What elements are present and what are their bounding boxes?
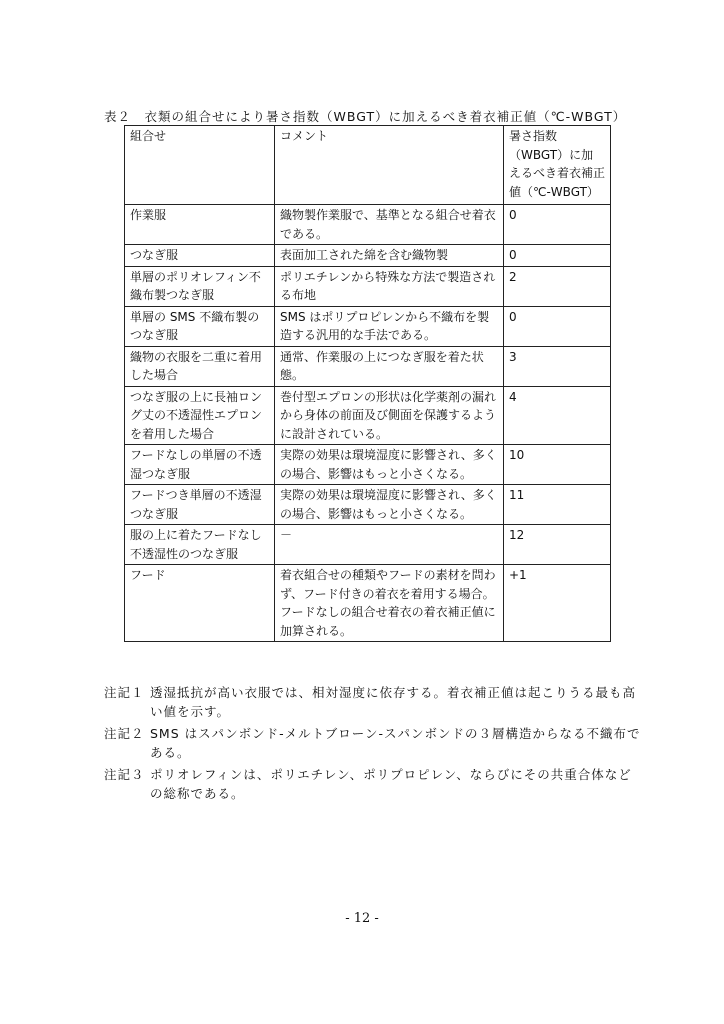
note-text: ポリオレフィンは、ポリエチレン、ポリプロピレン、ならびにその共重合体などの総称である。 — [150, 767, 632, 801]
cell-combination: つなぎ服の上に長袖ロング丈の不透湿性エプロンを着用した場合 — [125, 386, 275, 445]
table-header-row — [125, 126, 611, 205]
cell-combination: 単層の SMS 不織布製のつなぎ服 — [125, 306, 275, 346]
cell-value: 0 — [504, 306, 611, 346]
cell-combination: フードなしの単層の不透湿つなぎ服 — [125, 445, 275, 485]
cell-comment: 実際の効果は環境湿度に影響され、多くの場合、影響はもっと小さくなる。 — [275, 445, 504, 485]
note-text: SMS はスパンボンド-メルトブローン-スパンボンドの３層構造からなる不織布である。 — [150, 726, 641, 760]
cell-comment: 実際の効果は環境湿度に影響され、多くの場合、影響はもっと小さくなる。 — [275, 485, 504, 525]
note-label: 注記３ — [104, 767, 145, 782]
clothing-adjustment-table — [124, 125, 611, 642]
header-combination: 組合せ — [125, 126, 275, 205]
table-row — [125, 525, 611, 565]
table-row — [125, 245, 611, 267]
cell-comment: 着衣組合せの種類やフードの素材を問わず、フード付きの着衣を着用する場合。フードなしの組合せ着衣の着衣補正値に加算される。 — [275, 565, 504, 642]
cell-comment: 巻付型エプロンの形状は化学薬剤の漏れから身体の前面及び側面を保護するように設計されている。 — [275, 386, 504, 445]
table-caption: 表２ 衣類の組合せにより暑さ指数（WBGT）に加えるべき着衣補正値（℃-WBGT） — [104, 109, 627, 124]
header-comment: コメント — [275, 126, 504, 205]
table-row — [125, 386, 611, 445]
header-adjustment-value: 暑さ指数（WBGT）に加えるべき着衣補正値（℃-WBGT） — [504, 126, 611, 205]
cell-comment: SMS はポリプロピレンから不織布を製造する汎用的な手法である。 — [275, 306, 504, 346]
cell-comment: 織物製作業服で、基準となる組合せ着衣である。 — [275, 205, 504, 245]
cell-value: 4 — [504, 386, 611, 445]
table-row — [125, 266, 611, 306]
cell-value: 11 — [504, 485, 611, 525]
cell-value: 3 — [504, 346, 611, 386]
cell-combination: つなぎ服 — [125, 245, 275, 267]
cell-comment: 通常、作業服の上につなぎ服を着た状態。 — [275, 346, 504, 386]
cell-comment: 表面加工された綿を含む織物製 — [275, 245, 504, 267]
note-label: 注記２ — [104, 726, 145, 741]
note-item — [104, 724, 644, 762]
cell-value: 2 — [504, 266, 611, 306]
cell-value: +1 — [504, 565, 611, 642]
table-row — [125, 565, 611, 642]
page-number: - 12 - — [345, 911, 379, 926]
cell-combination: 服の上に着たフードなし不透湿性のつなぎ服 — [125, 525, 275, 565]
cell-comment: － — [275, 525, 504, 565]
cell-value: 10 — [504, 445, 611, 485]
cell-combination: フードつき単層の不透湿つなぎ服 — [125, 485, 275, 525]
cell-value: 0 — [504, 205, 611, 245]
table-row — [125, 445, 611, 485]
cell-combination: 単層のポリオレフィン不織布製つなぎ服 — [125, 266, 275, 306]
notes-section — [104, 683, 644, 806]
table-row — [125, 346, 611, 386]
cell-combination: 作業服 — [125, 205, 275, 245]
table-row — [125, 485, 611, 525]
note-label: 注記１ — [104, 685, 145, 700]
cell-combination: フード — [125, 565, 275, 642]
table-row — [125, 205, 611, 245]
note-item — [104, 765, 644, 803]
cell-value: 12 — [504, 525, 611, 565]
note-text: 透湿抵抗が高い衣服では、相対湿度に依存する。着衣補正値は起こりうる最も高い値を示す。 — [150, 685, 637, 719]
cell-combination: 織物の衣服を二重に着用した場合 — [125, 346, 275, 386]
note-item — [104, 683, 644, 721]
cell-value: 0 — [504, 245, 611, 267]
cell-comment: ポリエチレンから特殊な方法で製造される布地 — [275, 266, 504, 306]
table-row — [125, 306, 611, 346]
